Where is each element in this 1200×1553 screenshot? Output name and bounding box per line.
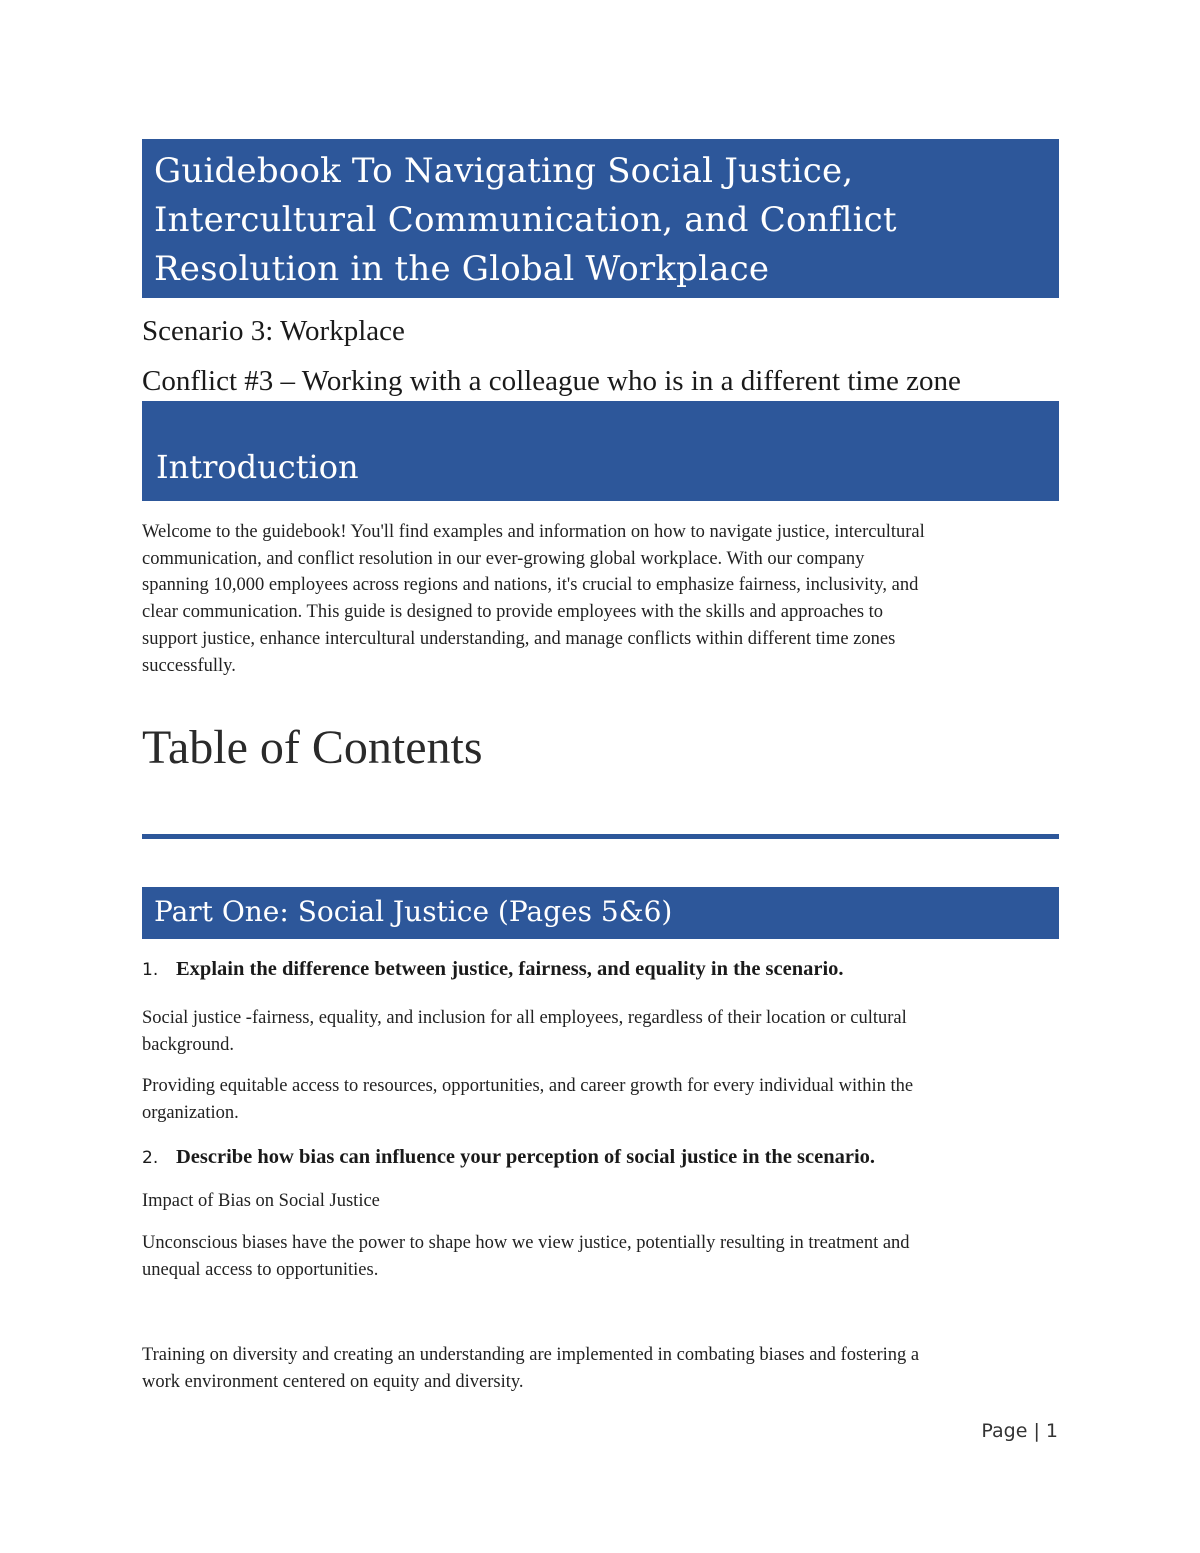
q1-para1-line: Social justice -fairness, equality, and inclusion for all employees, regardless of their location or cultural — [142, 1008, 907, 1028]
scenario-heading: Scenario 3: Workplace — [142, 315, 405, 347]
intro-line: communication, and conflict resolution in our ever-growing global workplace. With our company — [142, 548, 865, 569]
conflict-heading: Conflict #3 – Working with a colleague who is in a different time zone — [142, 365, 961, 397]
q1-para1-line: background. — [142, 1034, 234, 1055]
title-line-1: Guidebook To Navigating Social Justice, — [154, 151, 854, 191]
q2-paragraph-2 — [142, 1342, 1062, 1395]
question-1-text: Explain the difference between justice, fairness, and equality in the scenario. — [176, 958, 844, 980]
introduction-banner — [142, 401, 1059, 501]
page-number-footer: Page | 1 — [981, 1420, 1058, 1442]
title-line-2: Intercultural Communication, and Conflict — [154, 200, 897, 240]
introduction-paragraph — [142, 519, 1062, 679]
question-1 — [142, 955, 844, 984]
question-2-number: 2. — [142, 1148, 159, 1168]
q1-paragraph-1 — [142, 1005, 1062, 1058]
q2-subheading — [142, 1188, 1062, 1215]
introduction-heading: Introduction — [156, 448, 359, 486]
intro-line: clear communication. This guide is designed to provide employees with the skills and approaches to — [142, 602, 884, 623]
part-one-heading: Part One: Social Justice (Pages 5&6) — [154, 895, 673, 928]
title-line-3: Resolution in the Global Workplace — [154, 249, 770, 289]
intro-line: Welcome to the guidebook! You'll find examples and information on how to navigate justice, intercultural — [142, 522, 925, 542]
q1-para2-line: Providing equitable access to resources, opportunities, and career growth for every individual within the — [142, 1076, 914, 1096]
title-banner — [142, 139, 1059, 298]
q2-para2-line: work environment centered on equity and diversity. — [142, 1371, 524, 1392]
q2-para2-line: Training on diversity and creating an understanding are implemented in combating biases and fostering a — [142, 1345, 920, 1365]
intro-line: support justice, enhance intercultural understanding, and manage conflicts within different time zones — [142, 628, 896, 649]
question-1-number: 1. — [142, 960, 159, 980]
part-one-banner — [142, 887, 1059, 939]
intro-line: spanning 10,000 employees across regions and nations, it's crucial to emphasize fairness, inclusivity, and — [142, 575, 919, 596]
q2-para1-line: unequal access to opportunities. — [142, 1259, 379, 1280]
q2-paragraph-1 — [142, 1230, 1062, 1283]
question-2-text: Describe how bias can influence your perception of social justice in the scenario. — [176, 1146, 876, 1168]
question-2 — [142, 1143, 875, 1172]
q2-para1-line: Unconscious biases have the power to shape how we view justice, potentially resulting in treatment and — [142, 1233, 910, 1253]
q2-subheading-text: Impact of Bias on Social Justice — [142, 1191, 380, 1211]
q1-paragraph-2 — [142, 1073, 1062, 1126]
toc-title: Table of Contents — [142, 721, 483, 774]
q1-para2-line: organization. — [142, 1102, 239, 1123]
intro-line: successfully. — [142, 655, 236, 676]
toc-divider — [142, 834, 1059, 839]
